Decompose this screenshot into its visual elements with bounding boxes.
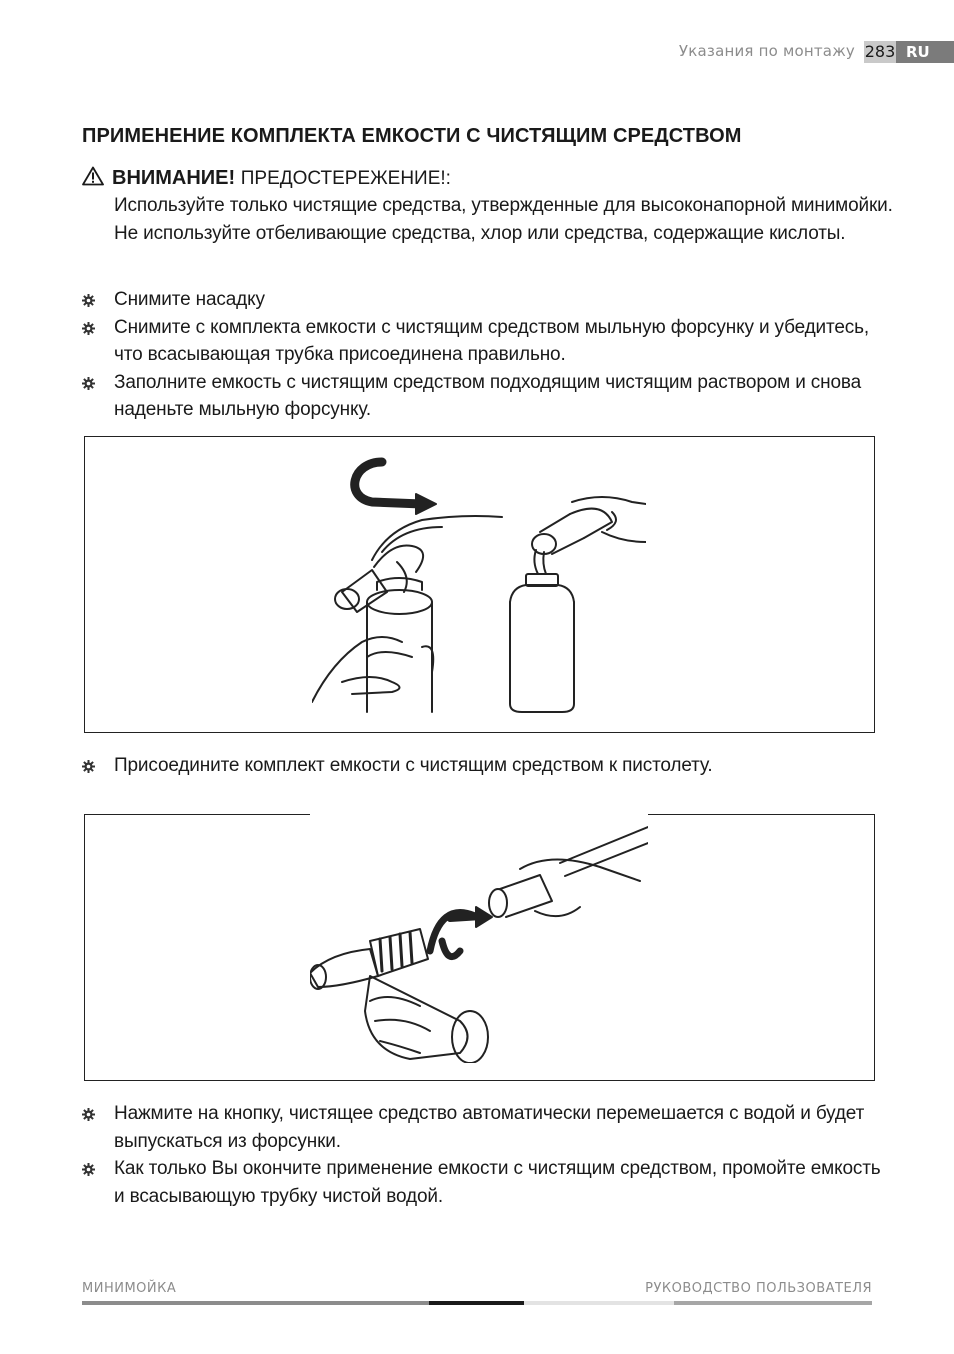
gear-bullet-icon: [82, 377, 95, 390]
steps-list-1: [82, 286, 882, 424]
list-item: Как только Вы окончите применение емкости с чистящим средством, промойте емкость и всасывающую трубку чистой водой.: [82, 1155, 882, 1210]
footer-bar-right: [674, 1301, 872, 1305]
language-tab: RU: [896, 41, 954, 63]
footer-bar-light: [524, 1301, 674, 1305]
warning-heading: [82, 165, 451, 192]
list-item: Присоедините комплект емкости с чистящим средством к пистолету.: [82, 752, 882, 780]
gear-bullet-icon: [82, 1163, 95, 1176]
attach-to-gun-illustration: [310, 791, 648, 1063]
list-item: Нажмите на кнопку, чистящее средство автоматически перемешается с водой и будет выпускаться из форсунки.: [82, 1100, 882, 1155]
gear-bullet-icon: [82, 322, 95, 335]
footer-bar-left: [82, 1301, 429, 1305]
warning-text: Используйте только чистящие средства, утвержденные для высоконапорной минимойки. Не используйте отбеливающие средства, хлор или средства, содержащие кислоты.: [114, 195, 893, 244]
footer-manual-name: РУКОВОДСТВО ПОЛЬЗОВАТЕЛЯ: [645, 1281, 872, 1296]
list-item: Снимите насадку: [82, 286, 882, 314]
gear-bullet-icon: [82, 1108, 95, 1121]
refill-bottle-illustration: [312, 442, 646, 718]
footer-bar-center: [429, 1301, 524, 1305]
steps-list-2: [82, 752, 882, 780]
section-title: ПРИМЕНЕНИЕ КОМПЛЕКТА ЕМКОСТИ С ЧИСТЯЩИМ СРЕДСТВОМ: [82, 125, 742, 147]
gear-bullet-icon: [82, 294, 95, 307]
warning-sublabel: ПРЕДОСТЕРЕЖЕНИЕ!:: [240, 168, 451, 189]
page-number: 283: [864, 42, 896, 61]
steps-list-3: [82, 1100, 882, 1210]
running-header: Указания по монтажу: [678, 42, 855, 60]
list-item: Заполните емкость с чистящим средством подходящим чистящим раствором и снова наденьте мыльную форсунку.: [82, 369, 882, 424]
warning-label: ВНИМАНИЕ!: [112, 167, 236, 189]
gear-bullet-icon: [82, 760, 95, 773]
list-item: Снимите с комплекта емкости с чистящим средством мыльную форсунку и убедитесь, что всасывающая трубка присоединена правильно.: [82, 314, 882, 369]
footer-product-name: МИНИМОЙКА: [82, 1281, 177, 1296]
warning-triangle-icon: [82, 166, 104, 186]
